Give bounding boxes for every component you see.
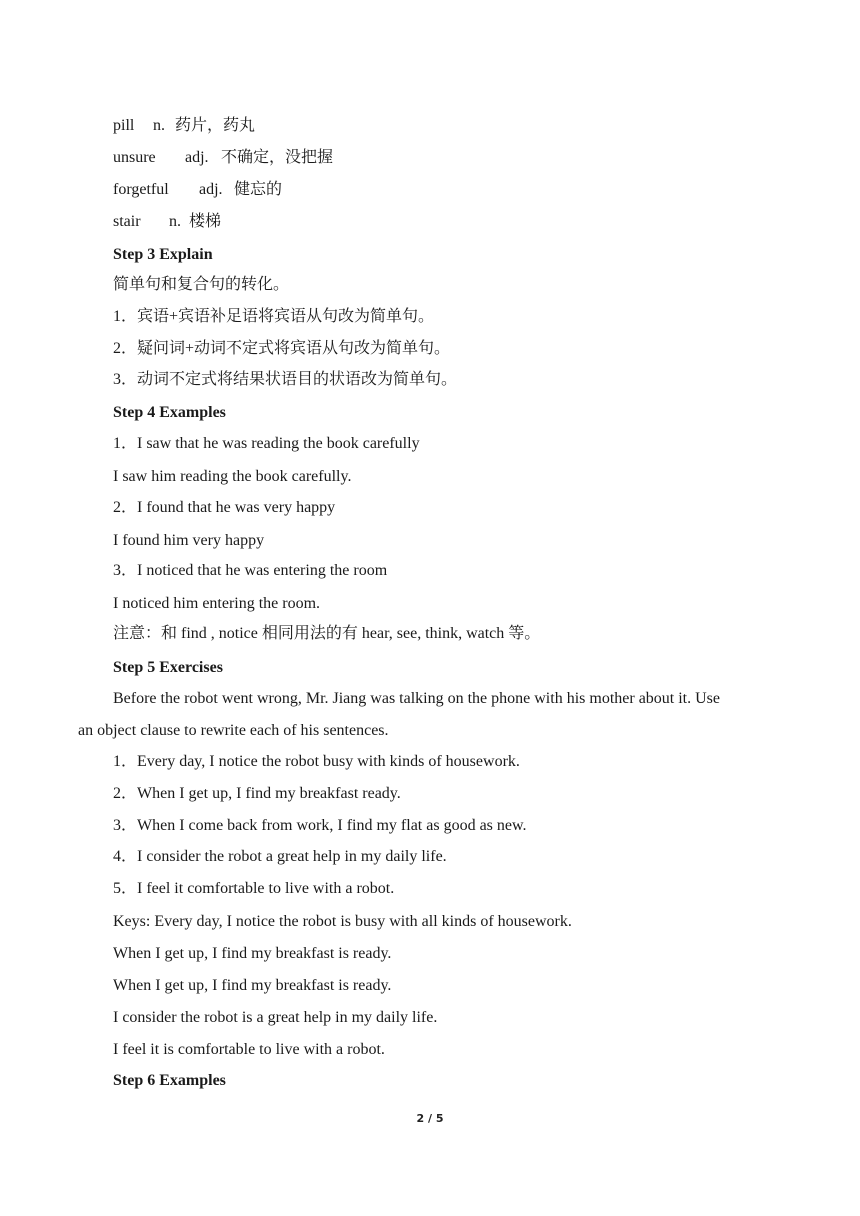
- example-line: 3．I noticed that he was entering the room: [113, 562, 388, 579]
- key-line: I feel it is comfortable to live with a robot.: [113, 1041, 385, 1058]
- vocab-pos: n.: [169, 213, 181, 230]
- vocab-word: unsure: [113, 149, 156, 166]
- section-heading-step6: Step 6 Examples: [113, 1072, 226, 1089]
- vocab-meaning: 楼梯: [189, 213, 222, 230]
- exercise-item: 5．I feel it comfortable to live with a robot.: [113, 880, 395, 897]
- note-line: 注意：和 find , notice 相同用法的有 hear, see, think, watch 等。: [113, 625, 541, 642]
- section-heading-step4: Step 4 Examples: [113, 404, 226, 421]
- key-line: I consider the robot is a great help in my daily life.: [113, 1009, 438, 1026]
- step3-item: 1．宾语+宾语补足语将宾语从句改为简单句。: [113, 308, 435, 325]
- example-line: 1．I saw that he was reading the book carefully: [113, 435, 420, 452]
- key-line: Keys: Every day, I notice the robot is busy with all kinds of housework.: [113, 913, 572, 930]
- page-number: 2 / 5: [416, 1112, 444, 1125]
- vocab-word: forgetful: [113, 181, 169, 198]
- vocab-item: [113, 116, 255, 136]
- step3-item: 2．疑问词+动词不定式将宾语从句改为简单句。: [113, 340, 451, 357]
- key-line: When I get up, I find my breakfast is ready.: [113, 945, 392, 962]
- vocab-meaning: 药片，药丸: [175, 117, 256, 134]
- vocab-word: pill: [113, 117, 135, 134]
- vocab-item: [113, 212, 221, 232]
- vocab-pos: adj.: [199, 181, 223, 198]
- example-line: I saw him reading the book carefully.: [113, 468, 352, 485]
- step3-item: 3．动词不定式将结果状语目的状语改为简单句。: [113, 371, 458, 388]
- exercise-item: 3．When I come back from work, I find my flat as good as new.: [113, 817, 527, 834]
- vocab-pos: n.: [153, 117, 165, 134]
- example-line: I noticed him entering the room.: [113, 595, 321, 612]
- section-heading-step5: Step 5 Exercises: [113, 659, 223, 676]
- vocab-item: [113, 180, 282, 200]
- step3-intro: 简单句和复合句的转化。: [113, 276, 290, 293]
- vocab-meaning: 健忘的: [234, 181, 283, 198]
- step5-intro-line: an object clause to rewrite each of his sentences.: [78, 722, 389, 739]
- exercise-item: 2．When I get up, I find my breakfast ready.: [113, 785, 401, 802]
- exercise-item: 1．Every day, I notice the robot busy with kinds of housework.: [113, 753, 520, 770]
- section-heading-step3: Step 3 Explain: [113, 246, 213, 263]
- vocab-pos: adj.: [185, 149, 209, 166]
- vocab-item: [113, 148, 333, 168]
- vocab-word: stair: [113, 213, 141, 230]
- key-line: When I get up, I find my breakfast is ready.: [113, 977, 392, 994]
- step5-intro-line: Before the robot went wrong, Mr. Jiang was talking on the phone with his mother about it. Use: [113, 690, 721, 707]
- vocab-meaning: 不确定，没把握: [221, 149, 334, 166]
- exercise-item: 4．I consider the robot a great help in my daily life.: [113, 848, 447, 865]
- example-line: I found him very happy: [113, 532, 265, 549]
- example-line: 2．I found that he was very happy: [113, 499, 336, 516]
